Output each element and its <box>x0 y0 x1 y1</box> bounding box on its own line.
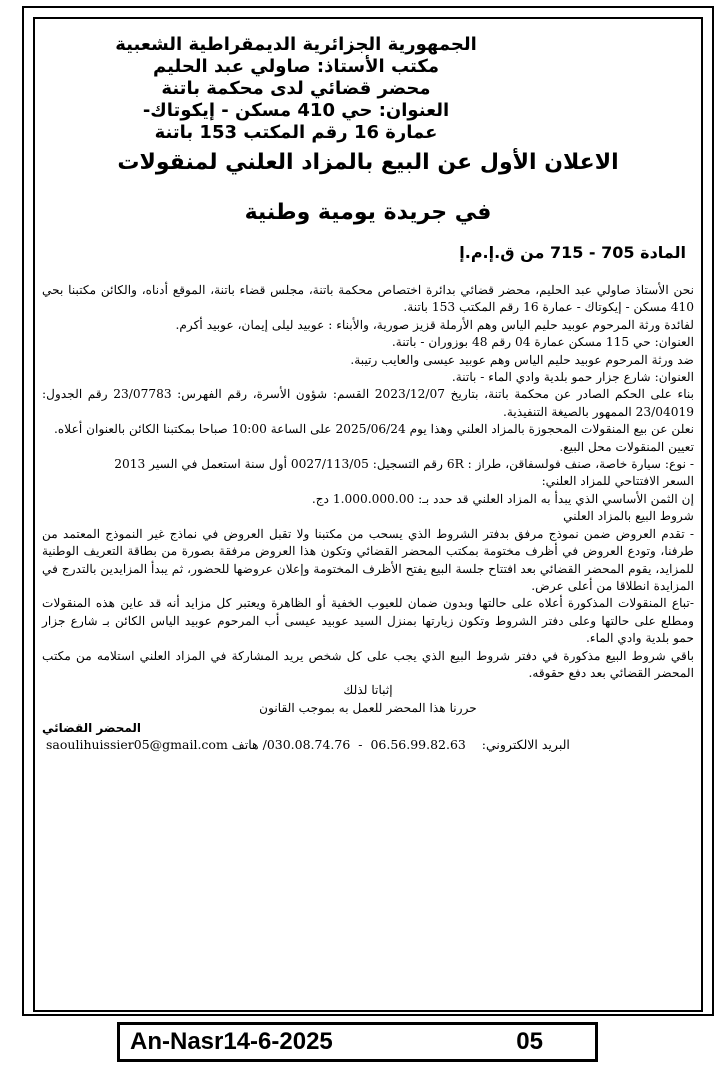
publication-footer <box>117 1022 598 1062</box>
body-paragraph: نعلن عن بيع المنقولات المحجوزة بالمزاد العلني وهذا يوم 2025/06/24 على الساعة 10:00 صباحا بمكتبنا الكائن بالعنوان أعلاه. <box>54 422 694 437</box>
body-paragraph: العنوان: حي 115 مسكن عمارة 04 رقم 48 بوزوران - باتنة. <box>391 335 694 350</box>
body-paragraph: إن الثمن الأساسي الذي يبدأ به المزاد العلني قد حدد بـ: 1.000.000.00 دج. <box>311 491 694 506</box>
body-closing: إثباتا لذلك <box>343 683 393 698</box>
body-closing: حررنا هذا المحضر للعمل به بموجب القانون <box>259 700 477 715</box>
legal-notice <box>40 22 696 1012</box>
body-paragraph: ضد ورثة المرحوم عوبيد حليم الياس وهم عوبيد عيسى والعايب رتيبة. <box>350 352 694 367</box>
header-office: مكتب الأستاذ: صاولي عبد الحليم <box>153 56 439 77</box>
body-paragraph: - نوع: سيارة خاصة، صنف فولسفاقن، طراز : 6R رقم التسجيل: 0027/113/05 أول سنة استعمل في السير 2013 <box>114 457 694 472</box>
publication-id: An-Nasr14-6-2025 <box>130 1028 333 1055</box>
notice-title: الاعلان الأول عن البيع بالمزاد العلني لمنقولات <box>117 150 619 175</box>
phone-office: 030.08.74.76 <box>266 737 351 753</box>
body-paragraph: بناء على الحكم الصادر عن محكمة باتنة، بتاريخ 2023/12/07 القسم: شؤون الأسرة، رقم الفهرس: 23/07783 رقم الجدول: 23/04019 الممهور بالصيغة التنفيذية. <box>42 387 695 419</box>
body-paragraph: تعيين المنقولات محل البيع. <box>559 439 694 454</box>
header-role: محضر قضائي لدى محكمة باتنة <box>161 78 431 99</box>
phone-mobile: 06.56.99.82.63 <box>370 737 466 753</box>
header-republic: الجمهورية الجزائرية الديمقراطية الشعبية <box>115 34 477 55</box>
law-article: المادة 705 - 715 من ق.إ.م.إ <box>459 243 686 262</box>
contact-line: saoulihuissier05@gmail.com البريد الالكتروني: 06.56.99.82.63 - 030.08.74.76/ هاتف <box>46 737 570 753</box>
header-address: العنوان: حي 410 مسكن - إيكوتاك- <box>142 100 450 121</box>
page-number: 05 <box>516 1028 543 1055</box>
notice-body <box>40 282 696 717</box>
office-header <box>40 34 696 144</box>
body-paragraph: السعر الافتتاحي للمزاد العلني: <box>541 474 694 489</box>
body-paragraph: لفائدة ورثة المرحوم عوبيد حليم الياس وهم الأرملة قزيز صورية، والأبناء : عوبيد ليلى إيمان، عوبيد أكرم. <box>175 317 694 332</box>
body-paragraph: - تقدم العروض ضمن نموذج مرفق بدفتر الشروط الذي يسحب من مكتبنا ولا تقبل العروض في نماذج غير النموذج المعتمد من طرفنا، وتودع العروض في أظرف مختومة بمكتب المحضر القضائي وتكون هذا العروض مرفقة بصورة من بطاقة التعريف الوطنية للمزايد، يقوم المحضر القضائي بعد افتتاح جلسة البيع يفتح الأظرف المختومة وإعلان عروضها للحضور، ثم يبدأ المزايدين بالتدرج في المزايدة انطلاقا من أعلى عرض. <box>42 526 694 593</box>
body-paragraph: العنوان: شارع جزار حمو بلدية وادي الماء - باتنة. <box>451 370 694 385</box>
email-label: البريد الالكتروني: <box>481 737 570 753</box>
body-paragraph: باقي شروط البيع مذكورة في دفتر شروط البيع الذي يجب على كل شخص يريد المشاركة في المزاد العلني استلامه من مكتب المحضر القضائي بعد دفع حقوقه. <box>42 648 694 680</box>
email-address: saoulihuissier05@gmail.com <box>46 737 228 753</box>
phone-label: هاتف <box>231 737 259 753</box>
notice-subtitle: في جريدة يومية وطنية <box>244 200 492 225</box>
header-building: عمارة 16 رقم المكتب 153 باتنة <box>154 122 438 143</box>
signature-label: المحضر القضائي <box>42 721 142 736</box>
body-paragraph: شروط البيع بالمزاد العلني <box>563 509 694 524</box>
body-paragraph: نحن الأستاذ صاولي عبد الحليم، محضر قضائي بدائرة اختصاص محكمة باتنة، مجلس قضاء باتنة، الموقع أدناه، والكائن مكتبنا بحي 410 مسكن - إيكوتاك - عمارة 16 رقم المكتب 153 باتنة. <box>42 283 694 315</box>
body-paragraph: -تباع المنقولات المذكورة أعلاه على حالتها وبدون ضمان للعيوب الخفية أو الظاهرة ويعتبر كل مزايد أنه قد عاين هذه المنقولات ومطلع على حالتها وعلى دفتر الشروط وتكون زيارتها بمنزل السيد عوبيد عيسى أب المرحوم عوبيد الياس الكائن بـ شارع جزار حمو بلدية وادي الماء. <box>42 596 694 646</box>
